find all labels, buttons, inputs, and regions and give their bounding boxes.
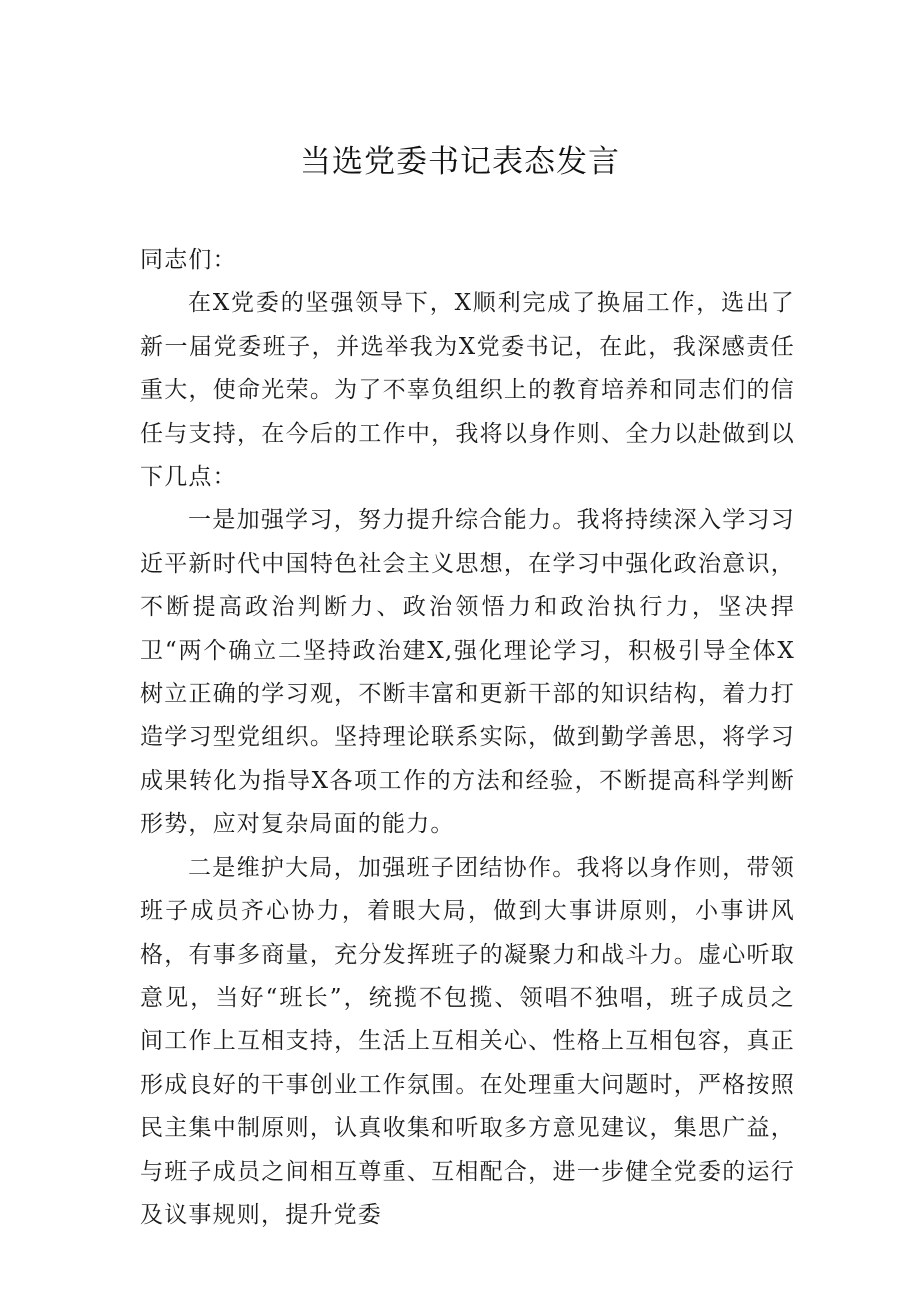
paragraph-point-one: 一是加强学习，努力提升综合能力。我将持续深入学习习近平新时代中国特色社会主义思想，在学习中强化政治意识，不断提高政治判断力、政治领悟力和政治执行力，坚决捍卫“两个确立二坚持政治建X,强化理论学习，积极引导全体X树立正确的学习观，不断丰富和更新干部的知识结构，着力打造学习型党组织。坚持理论联系实际，做到勤学善思，将学习成果转化为指导X各项工作的方法和经验，不断提高科学判断形势，应对复杂局面的能力。 bbox=[140, 507, 795, 838]
document-title: 当选党委书记表态发言 bbox=[300, 144, 620, 180]
paragraph-point-two: 二是维护大局，加强班子团结协作。我将以身作则，带领班子成员齐心协力，着眼大局，做到大事讲原则，小事讲风格，有事多商量，充分发挥班子的凝聚力和战斗力。虚心听取意见，当好“班长”，统揽不包揽、领唱不独唱，班子成员之间工作上互相支持，生活上互相关心、性格上互相包容，真正形成良好的干事创业工作氛围。在处理重大问题时，严格按照民主集中制原则，认真收集和听取多方意见建议，集思广益，与班子成员之间相互尊重、互相配合，进一步健全党委的运行及议事规则，提升党委 bbox=[140, 854, 795, 1228]
document-body bbox=[140, 239, 795, 1237]
salutation: 同志们： bbox=[140, 247, 237, 273]
paragraph-intro: 在X党委的坚强领导下，X顺利完成了换届工作，选出了新一届党委班子，并选举我为X党委书记，在此，我深感责任重大，使命光荣。为了不辜负组织上的教育培养和同志们的信任与支持，在今后的工作中，我将以身作则、全力以赴做到以下几点： bbox=[140, 290, 795, 491]
